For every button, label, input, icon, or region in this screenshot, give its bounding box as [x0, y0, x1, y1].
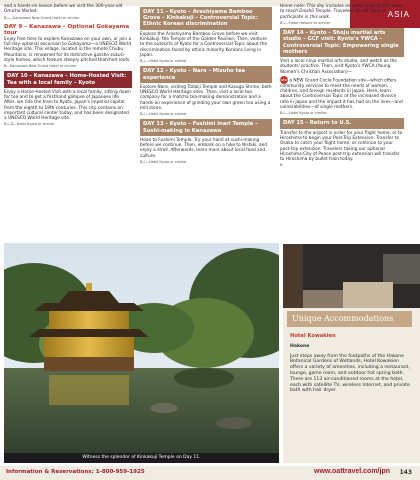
day-11-text: Explore the Arashiyama Bamboo Grove before we visit Kinkakuji, the Temple of the Golden Pavilion. Then, venture to the outskirts of Kyoto for a Controversial Topic about the discrimination faced by ethnic minority Koreans living in Japan. [140, 31, 268, 58]
unique-accommodations-body [290, 334, 412, 394]
day-9-text: Enjoy free time to explore Kanazawa on your own, or join a full-day optional excursion to Gokayama—a UNESCO World Heritage site. This village, located in the remote Chubu Mountains, is renowned for its distinctive gassho-zukuri-style homes, which feature steeply pitched thatched roofs. [4, 36, 132, 63]
day-13-text: Head to Fushimi Temple. Try your hand at sushi-making before we continue. Then, embark on a hike to Nishiki, and enjoy a stroll. Afterwards, learn more about local food and culture. [140, 137, 268, 159]
day-14-heading: DAY 14 – Kyoto – Shoju martial arts studio – GCF visit: Kyoto's YWCA – Controversial Topic: Empowering single mothers [280, 28, 404, 57]
day-13-hotel: B,L—Hotel Kyoto or similar [140, 159, 187, 164]
day-9-hotel: B—Kanazawa New Grand Hotel or similar [4, 64, 77, 69]
day-10-text: Enjoy a Home-Hosted Visit with a local family, sitting down for tea and to get a firsthand glimpse of Japanese life. After, we ride the train to Kyoto, Japan's imperial capital from the eighth to 19th centuries. This city contains an important cultural center today, and has been designated a UNESCO World Heritage site. [4, 89, 131, 122]
day-10-hotel: B,L,D—Hotel Kyoto or similar [4, 122, 55, 127]
day-15-text: Transfer to the airport in order for your flight home, or to Hiroshima to begin your Post-Trip Extension. Transfer to Osaka to catch your flight home, or continue to your post-trip extension. Travelers taking our optional Hiroshima City of Peace post-trip extension will transfer to Hiroshima by bullet train today. [280, 130, 403, 163]
footer-phone[interactable]: 1-800-959-1925 [95, 469, 145, 475]
day-15-heading: DAY 15 – Return to U.S. [280, 118, 404, 128]
footer-info-label: Information & Reservations: [6, 469, 94, 475]
day-15-hotel: B [280, 163, 283, 168]
day-14-text-2-body: a NEW Grand Circle Foundation site—which offers community services to meet the needs of women, children, and foreign residents in Japan. Here, learn about the Controversial Topic of the increased divorce rate in Japan and the impact it has had on the lives—and vulnerabilities—of single mothers. [280, 78, 403, 110]
home-note-hotel: B,L—Hotel Hakone or similar [280, 20, 331, 25]
day-11-heading: DAY 11 – Kyoto – Arashiyama Bamboo Grove – Kinkakuji – Controversial Topic: Ethnic Korean discrimination [140, 7, 272, 30]
hotel-room-illustration [283, 244, 420, 308]
column-1 [4, 4, 132, 130]
column-2 [140, 4, 272, 167]
unique-accommodations-title: Unique Accommodations [287, 311, 412, 327]
day-10-heading: DAY 10 – Kanazawa – Home-Hosted Visit: Tea with a local family – Kyoto [4, 71, 132, 87]
day-12-text: Explore Nara, visiting Todaiji Temple and Kasuga Shrine, both UNESCO World Heritage sites. Then, visit a local tea company for a matcha tea-making demonstration and a hands-on experience of grinding your own green tea using a mill stone. [140, 84, 272, 111]
hotel-location: Hakone [290, 343, 310, 349]
column-3 [280, 4, 404, 171]
kinkakuji-photo [4, 243, 279, 463]
day-14-hotel: B,L—Hotel Kyoto or similar [280, 111, 327, 116]
home-note: Home note: This day includes an uphill walk of 200 steps to reach Daishō Temple. Travelers do not have to participate in this walk. [280, 4, 403, 20]
day-13-heading: DAY 13 – Kyoto – Fushimi Inari Temple – Sushi-making in Kanazawa [140, 119, 272, 135]
hotel-description: Just steps away from the footpaths of the Hakone Botanical Gardens of Wetlands, Hotel Kowakien offers a variety of amenities, including a restaurant, lounge, game room, and outdoor hot spring bath. There are 113 air-conditioned rooms at the hotel, each with satellite TV, wireless Internet, and private bath with hair dryer. [290, 353, 410, 394]
section-tab-label: ASIA [387, 10, 410, 19]
hotel-name: Hotel Kowakien [290, 333, 336, 339]
day-9-heading: DAY 9 – Kanazawa – Optional Gokayama tour [4, 23, 130, 37]
intro-text: and a hands-on lesson before we visit the 300-year-old Omicho Market. [4, 4, 123, 15]
photo-caption: Witness the splendor of Kinkakuji Temple on Day 11. [4, 453, 279, 463]
hotel-photo [283, 244, 420, 308]
footer-contact [6, 469, 145, 475]
page-number: 143 [399, 469, 412, 476]
new-badge-icon: NEW [280, 77, 288, 82]
footer-website-link[interactable]: www.oattravel.com/jpn [314, 468, 390, 475]
day-11-hotel: B,L—Hotel Kyoto or similar [140, 59, 187, 64]
day-12-hotel: B,L—Hotel Kyoto or similar [140, 112, 187, 117]
kinkakuji-illustration [4, 243, 279, 463]
day-12-heading: DAY 12 – Kyoto – Nara – Mizuho tea experience [140, 66, 272, 82]
day-14-text-2 [280, 76, 404, 110]
intro-hotel: B,L—Kanazawa New Grand Hotel or similar [4, 15, 80, 20]
day-14-text: Visit a local ninja martial arts studio, and watch as the students' practice. Then, visit Kyoto's YWCA (Young Women's Christian Association)— [280, 58, 398, 75]
